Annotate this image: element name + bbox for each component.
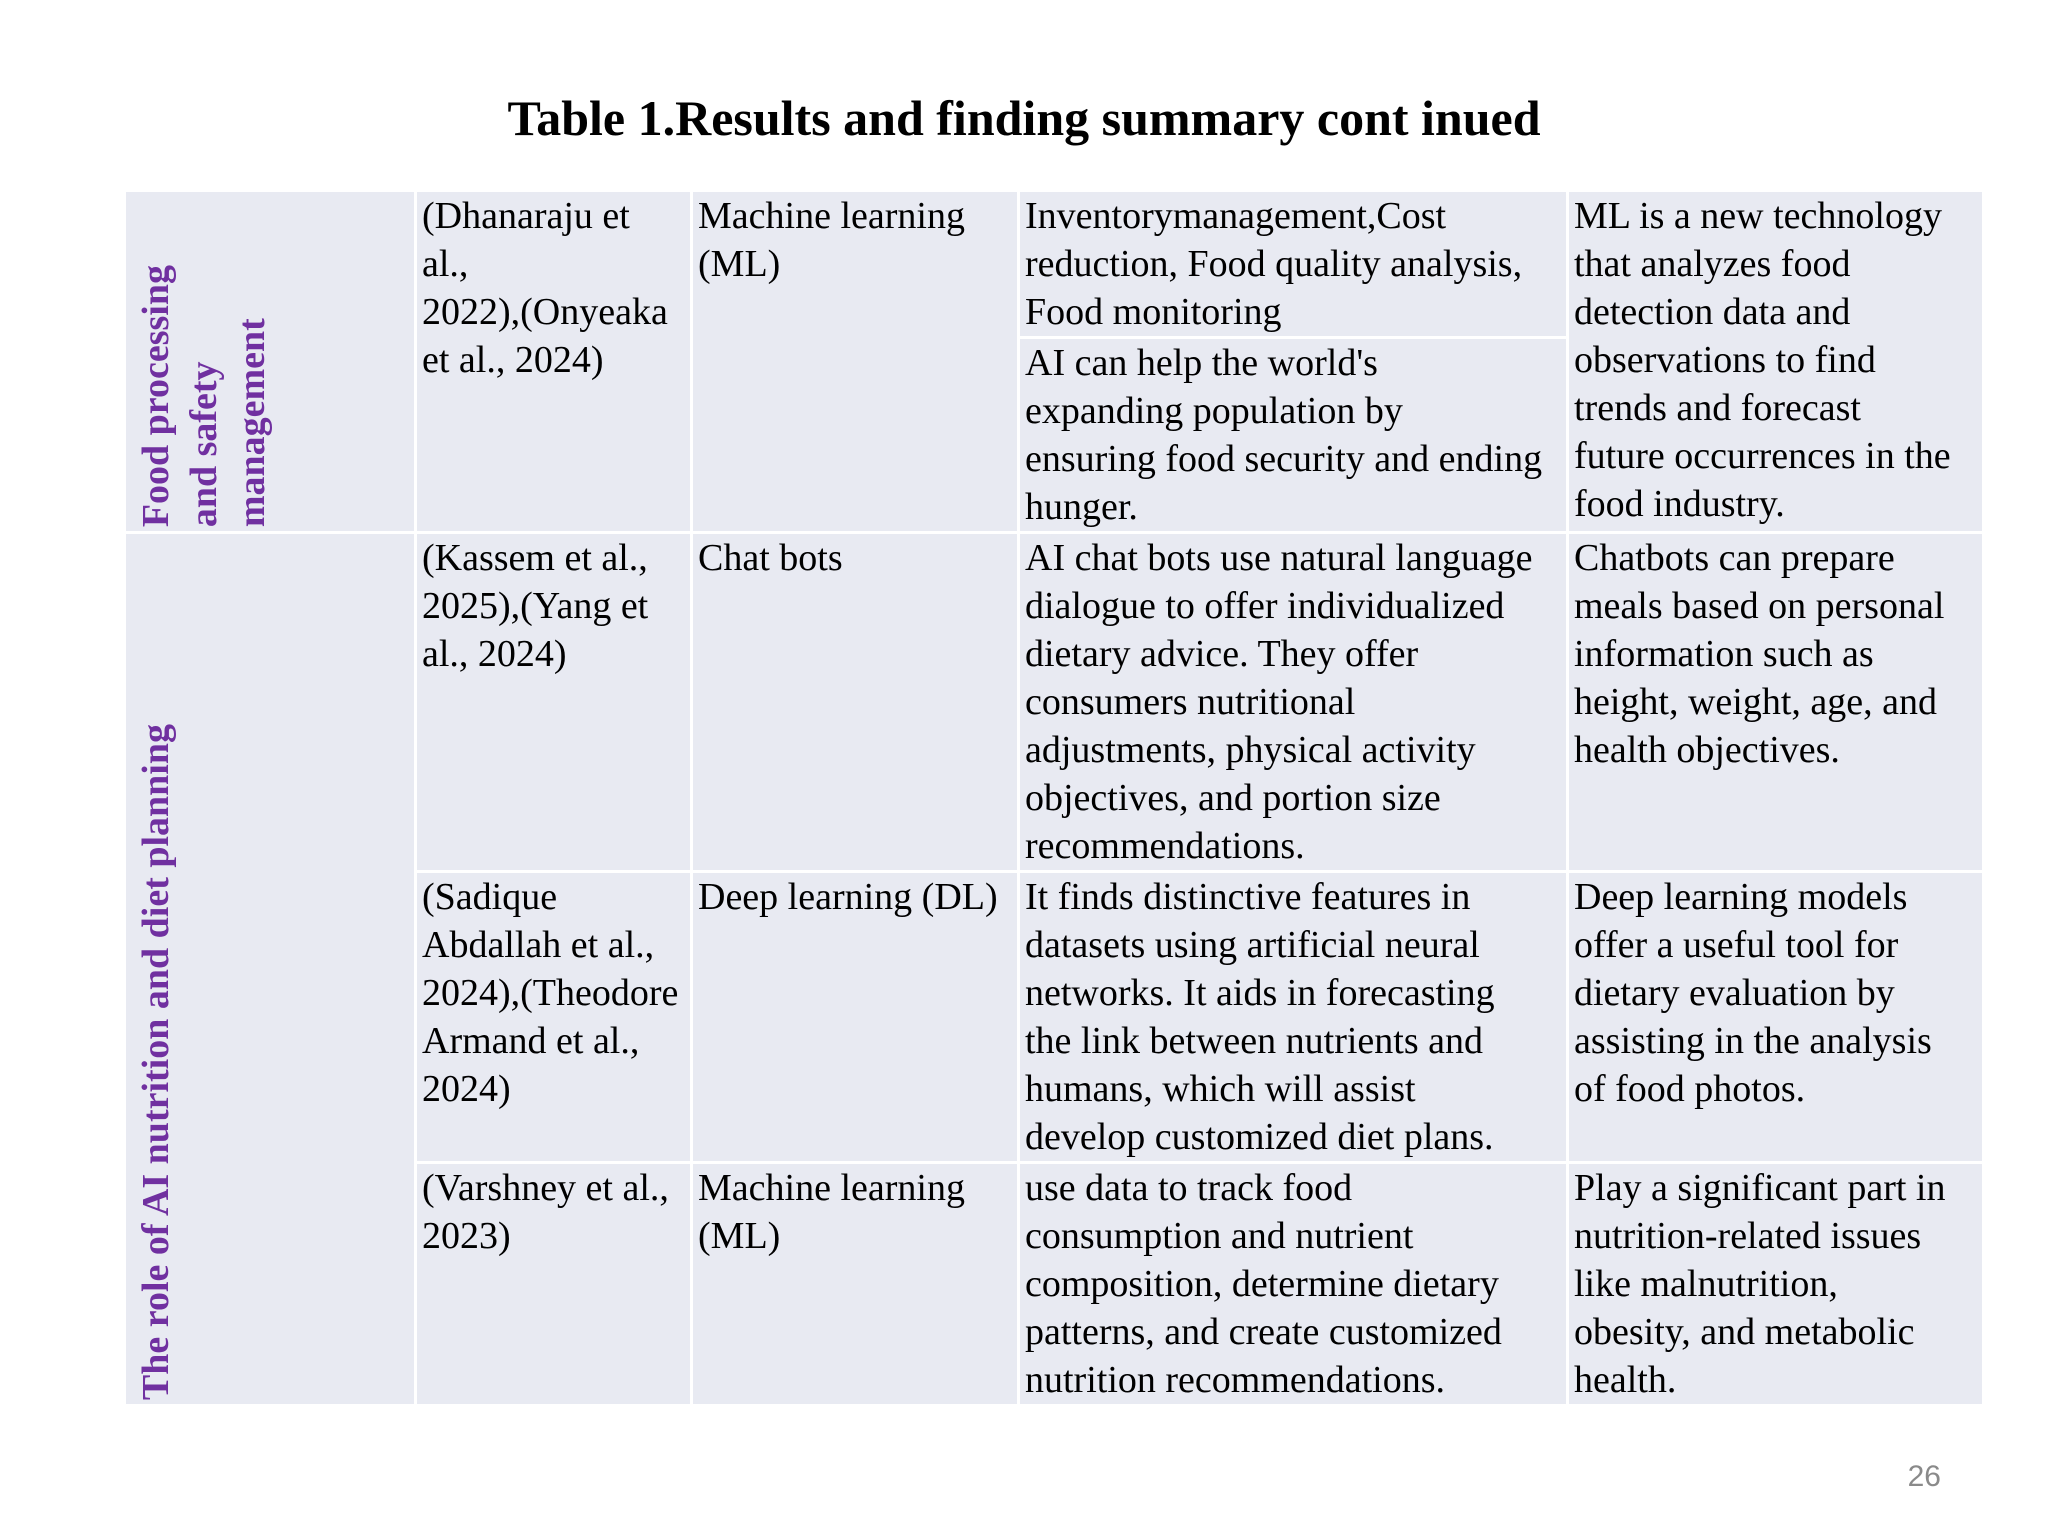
references-cell: (Dhanaraju et al., 2022),(Onyeaka et al., 2024) [416, 191, 692, 533]
technique-cell: Deep learning (DL) [692, 872, 1019, 1163]
section-label-nutrition-planning: The role of AI nutrition and diet planning [135, 723, 177, 1400]
results-table [123, 189, 1985, 1407]
application-cell: AI chat bots use natural language dialogue to offer individualized dietary advice. They offer consumers nutritional adjustments, physical activity objectives, and portion size recommendations. [1019, 533, 1568, 872]
slide-title: Table 1.Results and finding summary cont inued [507, 90, 1541, 146]
references-cell: (Kassem et al., 2025),(Yang et al., 2024) [416, 533, 692, 872]
application-cell: use data to track food consumption and nutrient composition, determine dietary patterns, and create customized nutrition recommendations. [1019, 1163, 1568, 1406]
table-row [125, 533, 1984, 872]
technique-cell: Machine learning (ML) [692, 191, 1019, 533]
technique-cell: Machine learning (ML) [692, 1163, 1019, 1406]
references-cell: (Sadique Abdallah et al., 2024),(Theodore Armand et al., 2024) [416, 872, 692, 1163]
page-number: 26 [1907, 1460, 1941, 1493]
finding-cell: Deep learning models offer a useful tool for dietary evaluation by assisting in the analysis of food photos. [1568, 872, 1984, 1163]
finding-cell: Chatbots can prepare meals based on personal information such as height, weight, age, and health objectives. [1568, 533, 1984, 872]
section-cell-food-processing [125, 191, 416, 533]
section-label-food-processing: Food processing and safety management [135, 264, 273, 527]
application-cell: AI can help the world's expanding population by ensuring food security and ending hunger. [1019, 338, 1568, 533]
references-cell: (Varshney et al., 2023) [416, 1163, 692, 1406]
application-cell: It finds distinctive features in datasets using artificial neural networks. It aids in forecasting the link between nutrients and humans, which will assist develop customized diet plans. [1019, 872, 1568, 1163]
table-row [125, 191, 1984, 338]
finding-cell: ML is a new technology that analyzes food detection data and observations to find trends and forecast future occurrences in the food industry. [1568, 191, 1984, 533]
technique-cell: Chat bots [692, 533, 1019, 872]
finding-cell: Play a significant part in nutrition-related issues like malnutrition, obesity, and metabolic health. [1568, 1163, 1984, 1406]
application-cell: Inventorymanagement,Cost reduction, Food quality analysis, Food monitoring [1019, 191, 1568, 338]
section-cell-nutrition-planning [125, 533, 416, 1406]
